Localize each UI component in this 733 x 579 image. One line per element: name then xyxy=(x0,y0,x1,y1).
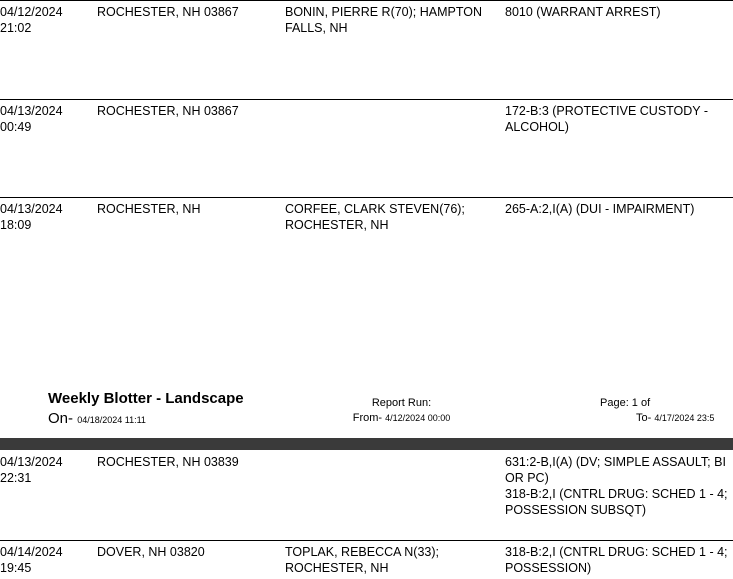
from-label: From- xyxy=(352,412,383,424)
entry-location: ROCHESTER, NH 03867 xyxy=(97,5,239,19)
entry-date: 04/13/2024 00:49 xyxy=(0,104,63,134)
row-divider xyxy=(0,540,733,541)
entry-charge: 8010 (WARRANT ARREST) xyxy=(505,5,661,19)
on-value: 04/18/2024 11:11 xyxy=(77,415,146,425)
entry-charge: 265-A:2,I(A) (DUI - IMPAIRMENT) xyxy=(505,202,695,216)
entry-charge: 172-B:3 (PROTECTIVE CUSTODY - ALCOHOL) xyxy=(505,104,709,134)
entry-date: 04/14/2024 19:45 xyxy=(0,545,63,575)
report-run-label: Report Run: xyxy=(371,397,432,409)
to-label: To- xyxy=(636,412,652,424)
report-title: Weekly Blotter - Landscape xyxy=(48,390,244,407)
entry-location: ROCHESTER, NH 03839 xyxy=(97,455,239,469)
entry-name: CORFEE, CLARK STEVEN(76); ROCHESTER, NH xyxy=(285,202,465,232)
entry-location: ROCHESTER, NH 03867 xyxy=(97,104,239,118)
row-divider xyxy=(0,0,733,1)
to-value: 4/17/2024 23:5 xyxy=(654,413,715,423)
entry-date: 04/13/2024 22:31 xyxy=(0,455,63,485)
header-band xyxy=(0,438,733,450)
entry-location: DOVER, NH 03820 xyxy=(97,545,205,559)
entry-date: 04/13/2024 18:09 xyxy=(0,202,63,232)
entry-name: BONIN, PIERRE R(70); HAMPTON FALLS, NH xyxy=(285,5,483,35)
report-to xyxy=(636,412,714,424)
entry-location: ROCHESTER, NH xyxy=(97,202,201,216)
report-header xyxy=(0,380,733,438)
entry-name: TOPLAK, REBECCA N(33); ROCHESTER, NH xyxy=(285,545,439,575)
entry-charge: 631:2-B,I(A) (DV; SIMPLE ASSAULT; BI OR PC) 318-B:2,I (CNTRL DRUG: SCHED 1 - 4; POSSESSION SUBSQT) xyxy=(505,455,728,517)
on-label: On- xyxy=(48,410,74,427)
page-number: Page: 1 of xyxy=(600,397,651,409)
report-from xyxy=(0,412,733,424)
row-divider xyxy=(0,197,733,198)
entry-date: 04/12/2024 21:02 xyxy=(0,5,63,35)
entry-charge: 318-B:2,I (CNTRL DRUG: SCHED 1 - 4; POSSESSION) xyxy=(505,545,728,575)
from-value: 4/12/2024 00:00 xyxy=(385,413,451,423)
row-divider xyxy=(0,99,733,100)
